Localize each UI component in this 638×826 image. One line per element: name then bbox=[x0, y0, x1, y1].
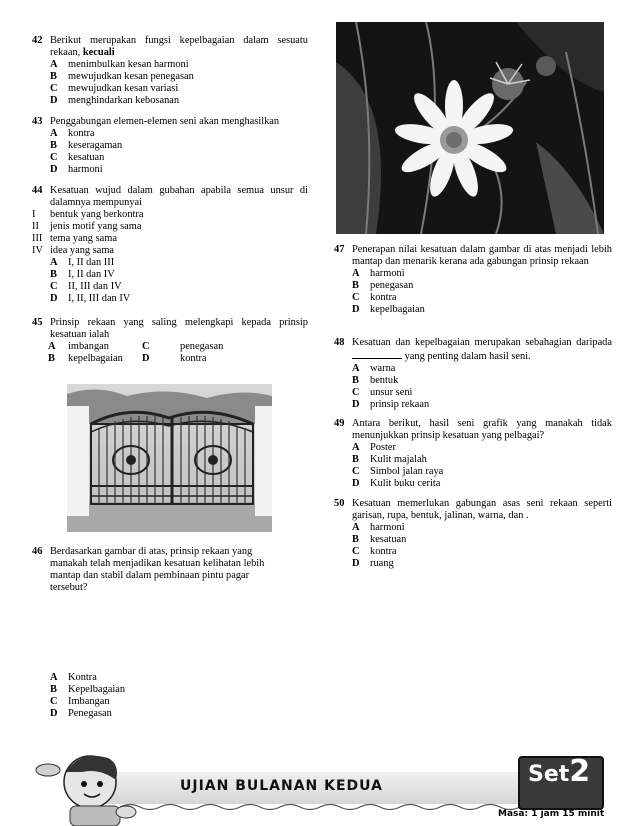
option[interactable]: D prinsip rekaan bbox=[352, 399, 430, 410]
option[interactable]: D harmoni bbox=[50, 164, 103, 175]
question-number: 46 bbox=[32, 546, 43, 557]
keyword: kecuali bbox=[82, 47, 115, 58]
option[interactable]: C unsur seni bbox=[352, 387, 413, 398]
option[interactable]: A I, II dan III bbox=[50, 257, 115, 268]
option[interactable]: D Penegasan bbox=[50, 708, 112, 719]
question-45 bbox=[32, 317, 308, 365]
set-number: 2 bbox=[569, 754, 591, 789]
option[interactable]: D menghindarkan kebosanan bbox=[50, 95, 180, 106]
option-letter[interactable]: D bbox=[142, 353, 150, 364]
question-42 bbox=[32, 35, 308, 107]
statement: III tema yang sama bbox=[32, 233, 117, 244]
exam-title: UJIAN BULANAN KEDUA bbox=[180, 778, 383, 794]
flower-photo bbox=[336, 22, 604, 234]
option-row bbox=[50, 341, 308, 353]
question-44 bbox=[32, 185, 308, 305]
kid-mascot-icon bbox=[30, 742, 140, 826]
gate-photo bbox=[67, 384, 272, 532]
question-49 bbox=[334, 418, 612, 490]
question-stem: 49 Antara berikut, hasil seni grafik yang manakah tidak menunjukkan prinsip kesatuan yang pelbagai? bbox=[334, 418, 612, 441]
option[interactable]: A menimbulkan kesan harmoni bbox=[50, 59, 189, 70]
question-number: 43 bbox=[32, 116, 43, 127]
question-number: 44 bbox=[32, 185, 43, 196]
question-47 bbox=[334, 244, 612, 316]
question-number: 50 bbox=[334, 498, 345, 509]
option-text[interactable]: imbangan bbox=[68, 341, 109, 352]
option[interactable]: C kesatuan bbox=[50, 152, 105, 163]
option[interactable]: D Kulit buku cerita bbox=[352, 478, 441, 489]
flower-illustration bbox=[336, 22, 604, 234]
statement: IV idea yang sama bbox=[32, 245, 115, 256]
option-letter[interactable]: B bbox=[48, 353, 55, 364]
option[interactable]: D kepelbagaian bbox=[352, 304, 425, 315]
option[interactable]: B penegasan bbox=[352, 280, 414, 291]
set-label: Set2 bbox=[528, 754, 591, 789]
option-letter[interactable]: C bbox=[142, 341, 150, 352]
question-46 bbox=[32, 546, 282, 594]
option[interactable]: A warna bbox=[352, 363, 396, 374]
page-footer bbox=[0, 742, 638, 826]
option[interactable]: B I, II dan IV bbox=[50, 269, 115, 280]
option[interactable]: A kontra bbox=[50, 128, 95, 139]
question-number: 48 bbox=[334, 337, 345, 348]
question-stem: 50 Kesatuan memerlukan gabungan asas seni rekaan seperti garisan, rupa, bentuk, jalinan, warna, dan . bbox=[334, 498, 612, 521]
option[interactable]: D ruang bbox=[352, 558, 394, 569]
exam-duration: Masa: 1 jam 15 minit bbox=[498, 809, 605, 819]
statement: I bentuk yang berkontra bbox=[32, 209, 144, 220]
option[interactable]: C kontra bbox=[352, 292, 397, 303]
option[interactable]: B mewujudkan kesan penegasan bbox=[50, 71, 194, 82]
option-text[interactable]: kontra bbox=[180, 353, 207, 364]
question-43 bbox=[32, 116, 308, 176]
question-stem: 44 Kesatuan wujud dalam gubahan apabila semua unsur di dalamnya mempunyai bbox=[32, 185, 308, 208]
option[interactable]: D I, II, III dan IV bbox=[50, 293, 131, 304]
question-number: 45 bbox=[32, 317, 43, 328]
option[interactable]: B Kepelbagaian bbox=[50, 684, 126, 695]
question-stem: 45 Prinsip rekaan yang saling melengkapi kepada prinsip kesatuan ialah bbox=[32, 317, 308, 340]
option-text[interactable]: kepelbagaian bbox=[68, 353, 123, 364]
option-letter[interactable]: A bbox=[48, 341, 56, 352]
option[interactable]: B keseragaman bbox=[50, 140, 123, 151]
question-number: 42 bbox=[32, 35, 43, 46]
question-stem: 42 Berikut merupakan fungsi kepelbagaian dalam sesuatu rekaan, kecuali bbox=[32, 35, 308, 58]
question-50 bbox=[334, 498, 612, 570]
option[interactable]: A harmoni bbox=[352, 522, 405, 533]
option-row bbox=[50, 353, 308, 365]
option[interactable]: C Imbangan bbox=[50, 696, 110, 707]
question-48 bbox=[334, 337, 612, 411]
option[interactable]: C Simbol jalan raya bbox=[352, 466, 444, 477]
option[interactable]: B kesatuan bbox=[352, 534, 407, 545]
wave-decoration bbox=[120, 802, 520, 812]
question-stem: 46 Berdasarkan gambar di atas, prinsip rekaan yang manakah telah menjadikan kesatuan kelihatan lebih mantap dan stabil dalam pembinaan pintu pagar tersebut? bbox=[32, 546, 265, 593]
question-stem: 48 Kesatuan dan kepelbagaian merupakan sebahagian daripada yang penting dalam hasil seni. bbox=[334, 337, 612, 362]
option[interactable]: C II, III dan IV bbox=[50, 281, 122, 292]
option[interactable]: B bentuk bbox=[352, 375, 399, 386]
option[interactable]: A Poster bbox=[352, 442, 396, 453]
option[interactable]: C mewujudkan kesan variasi bbox=[50, 83, 179, 94]
answer-blank bbox=[352, 349, 402, 359]
question-number: 47 bbox=[334, 244, 345, 255]
option[interactable]: A harmoni bbox=[352, 268, 405, 279]
gate-illustration bbox=[67, 384, 272, 532]
option[interactable]: A Kontra bbox=[50, 672, 97, 683]
question-number: 49 bbox=[334, 418, 345, 429]
option[interactable]: B Kulit majalah bbox=[352, 454, 427, 465]
question-46-options bbox=[32, 672, 282, 720]
statement: II jenis motif yang sama bbox=[32, 221, 142, 232]
question-stem: 43 Penggabungan elemen-elemen seni akan menghasilkan bbox=[32, 116, 280, 127]
question-stem: 47 Penerapan nilai kesatuan dalam gambar di atas menjadi lebih mantap dan menarik kerana ada gabungan prinsip rekaan bbox=[334, 244, 612, 267]
option-text[interactable]: penegasan bbox=[180, 341, 224, 352]
option[interactable]: C kontra bbox=[352, 546, 397, 557]
